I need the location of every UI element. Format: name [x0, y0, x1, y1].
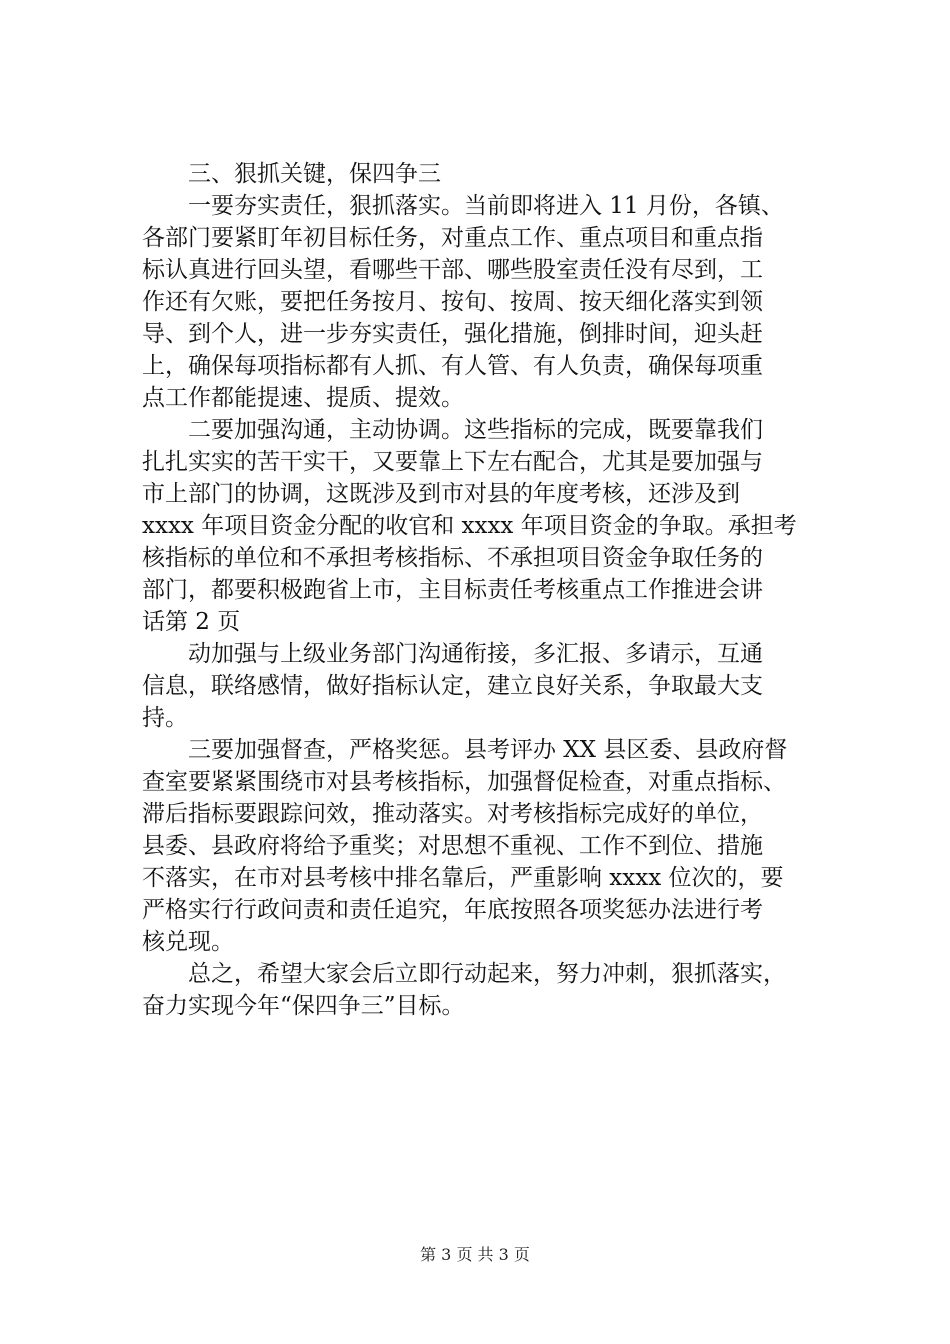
text-line: 扎扎实实的苦干实干，又要靠上下左右配合，尤其是要加强与	[142, 449, 763, 475]
text-line: 查室要紧紧围绕市对县考核指标，加强督促检查，对重点指标、	[142, 769, 786, 795]
text-line: 三、狠抓关键，保四争三	[188, 161, 441, 187]
text-line: 三要加强督查，严格奖惩。县考评办 XX 县区委、县政府督	[188, 737, 788, 763]
text-line: 部门，都要积极跑省上市，主目标责任考核重点工作推进会讲	[142, 577, 763, 603]
text-line: 持。	[142, 705, 188, 731]
text-line: 点工作都能提速、提质、提效。	[142, 385, 464, 411]
text-line: 核指标的单位和不承担考核指标、不承担项目资金争取任务的	[142, 545, 763, 571]
text-line: 一要夯实责任，狠抓落实。当前即将进入 11 月份，各镇、	[188, 193, 784, 219]
text-line: 市上部门的协调，这既涉及到市对县的年度考核，还涉及到	[142, 481, 740, 507]
text-line: 不落实，在市对县考核中排名靠后，严重影响 xxxx 位次的，要	[142, 865, 784, 891]
text-line: 作还有欠账，要把任务按月、按旬、按周、按天细化落实到领	[142, 289, 763, 315]
page-footer: 第 3 页 共 3 页	[420, 1245, 530, 1264]
text-line: xxxx 年项目资金分配的收官和 xxxx 年项目资金的争取。承担考	[142, 513, 797, 539]
text-line: 奋力实现今年“保四争三”目标。	[142, 993, 465, 1019]
text-line: 上，确保每项指标都有人抓、有人管、有人负责，确保每项重	[142, 353, 763, 379]
text-line: 各部门要紧盯年初目标任务，对重点工作、重点项目和重点指	[142, 225, 763, 251]
text-line: 动加强与上级业务部门沟通衔接，多汇报、多请示，互通	[188, 641, 763, 667]
text-line: 话第 2 页	[142, 609, 241, 635]
text-line: 导、到个人，进一步夯实责任，强化措施，倒排时间，迎头赶	[142, 321, 763, 347]
text-line: 总之，希望大家会后立即行动起来，努力冲刺，狠抓落实，	[188, 961, 786, 987]
text-line: 信息，联络感情，做好指标认定，建立良好关系，争取最大支	[142, 673, 763, 699]
text-line: 县委、县政府将给予重奖；对思想不重视、工作不到位、措施	[142, 833, 763, 859]
text-line: 滞后指标要跟踪问效，推动落实。对考核指标完成好的单位，	[142, 801, 763, 827]
text-line: 标认真进行回头望，看哪些干部、哪些股室责任没有尽到，工	[142, 257, 763, 283]
text-line: 二要加强沟通，主动协调。这些指标的完成，既要靠我们	[188, 417, 763, 443]
document-body	[142, 158, 832, 1022]
text-line: 核兑现。	[142, 929, 234, 955]
text-line: 严格实行行政问责和责任追究，年底按照各项奖惩办法进行考	[142, 897, 763, 923]
